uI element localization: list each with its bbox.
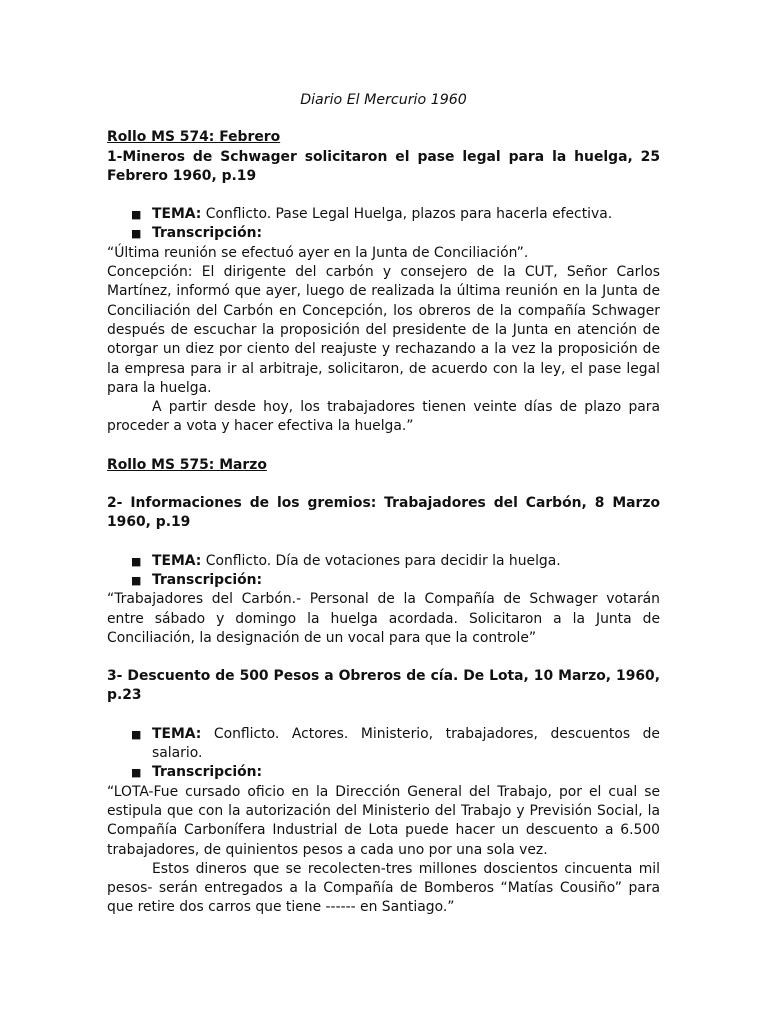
tema-text: Conflicto. Pase Legal Huelga, plazos para hacerla efectiva. xyxy=(205,206,613,223)
transcripcion-item xyxy=(107,224,660,243)
tema-label: TEMA: xyxy=(152,552,202,569)
bullet-list xyxy=(107,205,660,244)
transcripcion-item xyxy=(107,571,660,590)
tema-text: Conflicto. Actores. Ministerio, trabajadores, descuentos de salario. xyxy=(152,725,660,762)
transcripcion-label: Transcripción: xyxy=(152,764,263,781)
transcripcion-label: Transcripción: xyxy=(152,225,263,242)
transcript-paragraph: Estos dineros que se recolecten-tres millones doscientos cincuenta mil pesos- serán entregados a la Compañía de Bomberos “Matías Cousiño” para que retire dos carros que tiene ------ en Santiago.” xyxy=(107,860,660,916)
transcript-paragraph: “LOTA-Fue cursado oficio en la Dirección General del Trabajo, por el cual se estipula que con la autorización del Ministerio del Trabajo y Previsión Social, la Compañía Carbonífera Industrial de Lota puede hacer un descuento a 6.500 trabajadores, de quinientos pesos a cada uno por una sola vez. xyxy=(107,783,660,858)
document-title: Diario El Mercurio 1960 xyxy=(300,92,467,108)
article-heading: 2- Informaciones de los gremios: Trabajadores del Carbón, 8 Marzo 1960, p.19 xyxy=(107,495,660,531)
transcripcion-item xyxy=(107,763,660,782)
article-heading: 3- Descuento de 500 Pesos a Obreros de cía. De Lota, 10 Marzo, 1960, p.23 xyxy=(107,668,660,704)
bullet-list xyxy=(107,552,660,591)
bullet-icon: ■ xyxy=(131,766,142,780)
tema-item xyxy=(107,725,660,764)
tema-item xyxy=(107,552,660,571)
tema-label: TEMA: xyxy=(152,725,202,742)
transcript-paragraph: “Última reunión se efectuó ayer en la Junta de Conciliación”. xyxy=(107,244,529,261)
tema-item xyxy=(107,205,660,224)
bullet-icon: ■ xyxy=(131,727,142,741)
bullet-list xyxy=(107,725,660,783)
bullet-icon: ■ xyxy=(131,227,142,241)
tema-text: Conflicto. Día de votaciones para decidir la huelga. xyxy=(205,552,561,569)
roll-heading: Rollo MS 575: Marzo xyxy=(107,456,267,473)
document-body xyxy=(107,91,660,918)
transcripcion-label: Transcripción: xyxy=(152,571,263,588)
article-heading: 1-Mineros de Schwager solicitaron el pase legal para la huelga, 25 Febrero 1960, p.19 xyxy=(107,148,660,184)
transcript-paragraph: Concepción: El dirigente del carbón y consejero de la CUT, Señor Carlos Martínez, informó que ayer, luego de realizada la última reunión en la Junta de Conciliación del Carbón en Concepción, los obreros de la compañía Schwager después de escuchar la proposición del presidente de la Junta en atención de otorgar un diez por ciento del reajuste y rechazando a la vez la proposición de la empresa para ir al arbitraje, solicitaron, de acuerdo con la ley, el pase legal para la huelga. xyxy=(107,264,660,396)
transcript-paragraph: A partir desde hoy, los trabajadores tienen veinte días de plazo para proceder a vota y hacer efectiva la huelga.” xyxy=(107,399,660,435)
tema-label: TEMA: xyxy=(152,206,202,223)
bullet-icon: ■ xyxy=(131,554,142,568)
roll-heading: Rollo MS 574: Febrero xyxy=(107,129,281,146)
bullet-icon: ■ xyxy=(131,573,142,587)
bullet-icon: ■ xyxy=(131,208,142,222)
transcript-paragraph: “Trabajadores del Carbón.- Personal de la Compañía de Schwager votarán entre sábado y domingo la huelga acordada. Solicitaron a la Junta de Conciliación, la designación de un vocal para que la controle” xyxy=(107,591,660,646)
